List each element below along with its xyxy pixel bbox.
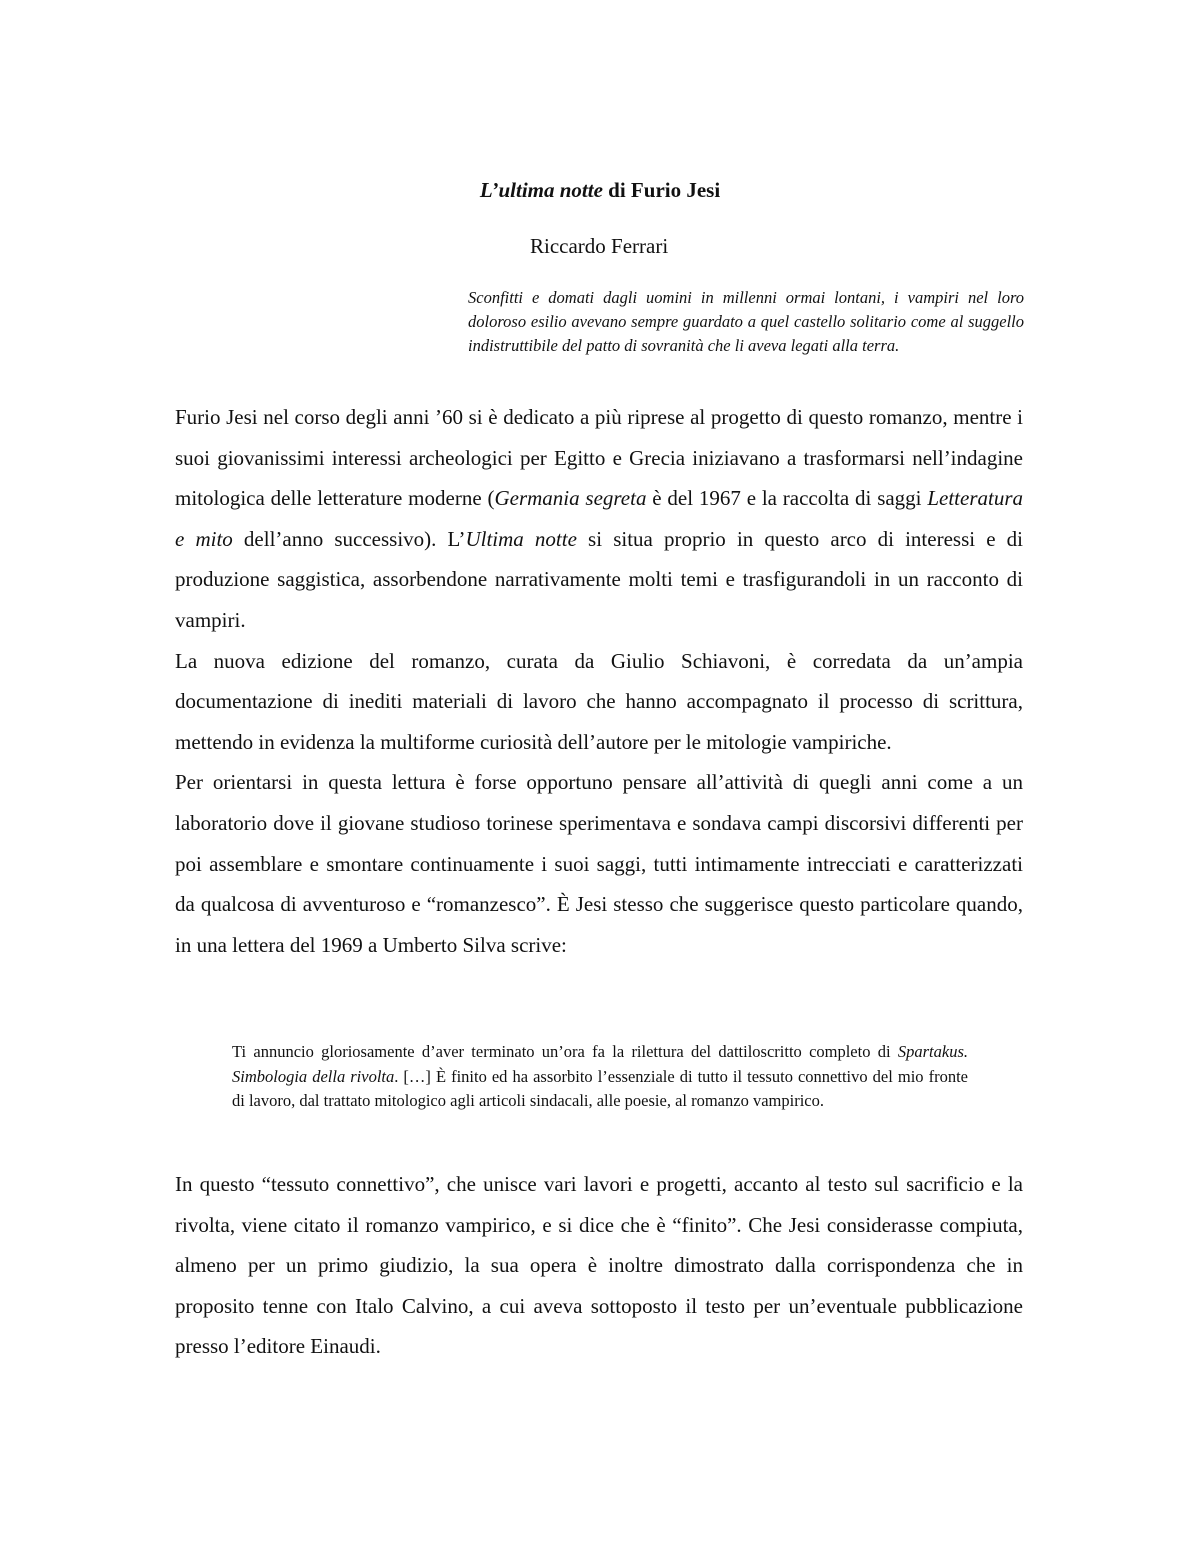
p1-text-c: è del 1967 e la raccolta di saggi [646,486,928,511]
p1-title-ultima-notte: Ultima notte [465,526,577,551]
paragraph-3: Per orientarsi in questa lettura è forse opportuno pensare all’attività di quegli anni come a un laboratorio dove il giovane studioso torinese sperimentava e sondava campi discorsivi differenti per poi assemblare e smontare continuamente i suoi saggi, tutti intimamente intrecciati e caratterizzati da qualcosa di avventuroso e “romanzesco”. È Jesi stesso che suggerisce questo particolare quando, in una lettera del 1969 a Umberto Silva scrive: [175,770,1023,957]
quote-text-c: . […] È finito ed ha assorbito l’essenziale di tutto il tessuto connettivo del mio fronte di lavoro, dal trattato mitologico agli articoli sindacali, alle poesie, al romanzo vampirico. [232,1066,968,1110]
body-text-after-quote [175,1164,1023,1367]
p1-text-g: si situa proprio in questo arco di interessi e di produzione saggistica, assorbendone narrativamente molti temi e trasfigurandoli in un racconto di vampiri. [175,526,1024,632]
author-name: Riccardo Ferrari [530,234,669,258]
epigraph: Sconfitti e domati dagli uomini in millenni ormai lontani, i vampiri nel loro doloroso esilio avevano sempre guardato a quel castello solitario come al suggello indistruttibile del patto di sovranità che li aveva legati alla terra. [468,288,1024,355]
paragraph-4: In questo “tessuto connettivo”, che unisce vari lavori e progetti, accanto al testo sul sacrificio e la rivolta, viene citato il romanzo vampirico, e si dice che è “finito”. Che Jesi considerasse compiuta, almeno per un primo giudizio, la sua opera è inoltre dimostrato dalla corrispondenza che in proposito tenne con Italo Calvino, a cui aveva sottoposto il testo per un’eventuale pubblicazione presso l’editore Einaudi. [175,1172,1023,1359]
block-quote [232,1040,968,1114]
p1-text-a: Furio Jesi nel corso degli anni ’60 si è dedicato a più riprese al progetto di questo romanzo, mentre i suoi giovanissimi interessi archeologici per Egitto e Grecia iniziavano a trasformarsi nell’indagine mitologica delle letterature moderne ( [175,405,1023,511]
p1-text-e: dell’anno successivo). L’ [232,526,466,551]
p1-title-germania-segreta: Germania segreta [494,486,647,511]
body-text [175,397,1023,965]
quote-title-spartakus: Spartakus. Simbologia della rivolta [232,1042,968,1086]
paragraph-2: La nuova edizione del romanzo, curata da Giulio Schiavoni, è corredata da un’ampia documentazione di inediti materiali di lavoro che hanno accompagnato il processo di scrittura, mettendo in evidenza la multiforme curiosità dell’autore per le mitologie vampiriche. [175,648,1023,754]
title-italic-part: L’ultima notte [479,178,603,202]
paragraph-1 [175,397,1023,641]
document-title [0,178,1200,203]
title-rest: di Furio Jesi [602,178,721,202]
p1-title-letteratura-e-mito: Letteratura e mito [175,486,1024,551]
quote-text-a: Ti annuncio gloriosamente d’aver terminato un’ora fa la rilettura del dattiloscritto completo di [232,1042,898,1061]
